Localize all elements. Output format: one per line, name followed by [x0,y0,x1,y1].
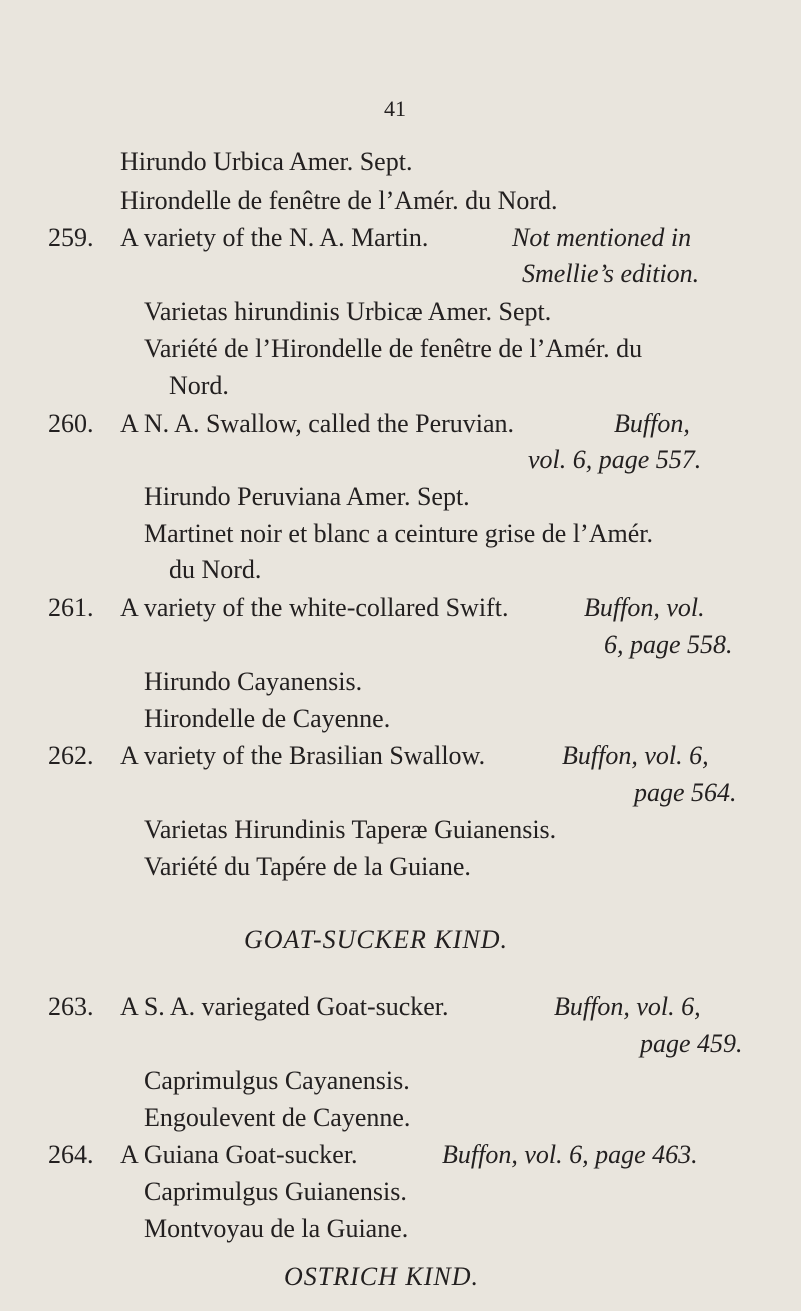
entry-number: 262. [48,741,94,770]
entry-reference: Buffon, vol. 6, page 463. [442,1140,698,1169]
entry-french: Martinet noir et blanc a ceinture grise de l’Amér. [144,519,653,548]
entry-reference: vol. 6, page 557. [528,445,702,474]
entry-reference: page 564. [634,778,737,807]
entry-french: Variété du Tapére de la Guiane. [144,852,471,881]
entry-french: Variété de l’Hirondelle de fenêtre de l’Amér. du [144,334,643,363]
entry-latin: Caprimulgus Cayanensis. [144,1066,410,1095]
entry-reference: Buffon, vol. 6, [554,992,701,1021]
entry-number: 264. [48,1140,94,1169]
entry-latin: Hirundo Cayanensis. [144,667,363,696]
entry-description: A variety of the white-collared Swift. [120,593,509,622]
entry-note: Not mentioned in [512,223,692,252]
entry-french: Montvoyau de la Guiane. [144,1214,409,1243]
entry-text: Hirondelle de fenêtre de l’Amér. du Nord. [120,186,558,215]
entry-reference: page 459. [640,1029,743,1058]
section-heading: OSTRICH KIND. [284,1262,480,1291]
entry-french: Nord. [169,371,229,400]
entry-reference: Buffon, vol. [584,593,705,622]
entry-note: Smellie’s edition. [522,259,700,288]
entry-french: du Nord. [169,555,262,584]
entry-latin: Varietas Hirundinis Taperæ Guianensis. [144,815,557,844]
entry-french: Hirondelle de Cayenne. [144,704,391,733]
entry-description: A variety of the Brasilian Swallow. [120,741,486,770]
entry-description: A Guiana Goat-sucker. [120,1140,358,1169]
entry-number: 263. [48,992,94,1021]
entry-number: 260. [48,409,94,438]
entry-number: 259. [48,223,94,252]
entry-reference: Buffon, [614,409,690,438]
entry-number: 261. [48,593,94,622]
entry-latin: Hirundo Peruviana Amer. Sept. [144,482,470,511]
entry-text: Hirundo Urbica Amer. Sept. [120,147,413,176]
entry-reference: Buffon, vol. 6, [562,741,709,770]
entry-latin: Caprimulgus Guianensis. [144,1177,407,1206]
entry-latin: Varietas hirundinis Urbicæ Amer. Sept. [144,297,552,326]
entry-description: A S. A. variegated Goat-sucker. [120,992,449,1021]
page-number: 41 [384,96,406,121]
entry-reference: 6, page 558. [604,630,733,659]
entry-description: A N. A. Swallow, called the Peruvian. [120,409,515,438]
entry-french: Engoulevent de Cayenne. [144,1103,411,1132]
section-heading: GOAT-SUCKER KIND. [244,925,508,954]
entry-description: A variety of the N. A. Martin. [120,223,429,252]
